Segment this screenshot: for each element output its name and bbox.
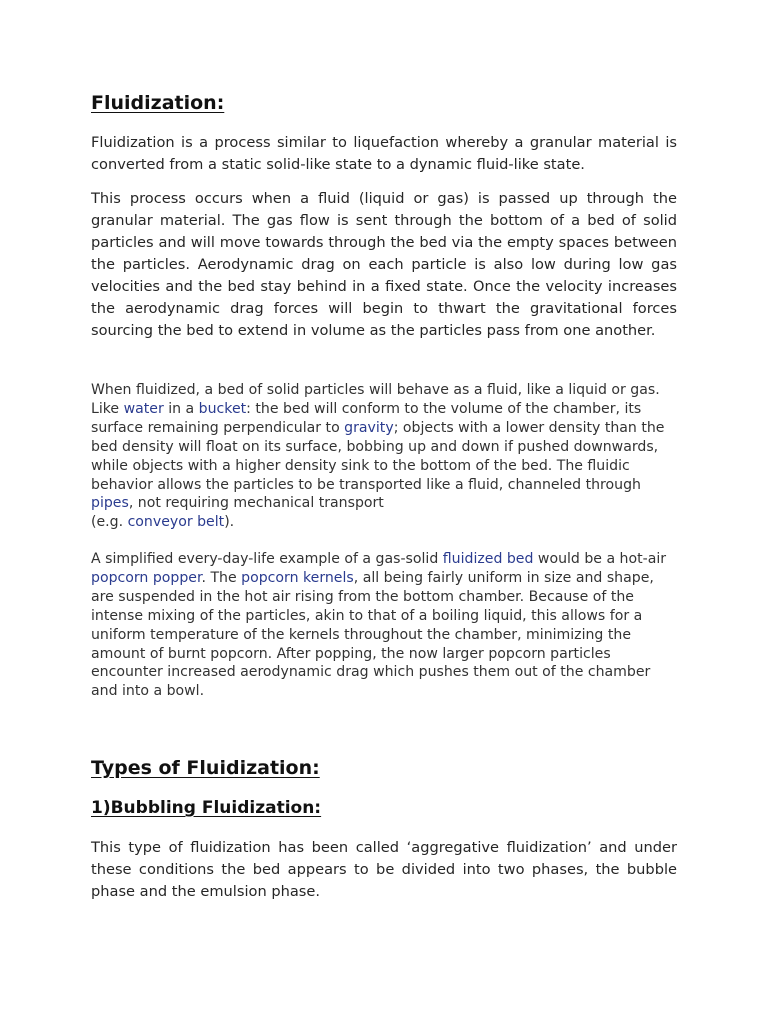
behavior-text-2: in a <box>163 400 199 417</box>
behavior-text-7: ). <box>224 514 235 531</box>
popcorn-kernels-link[interactable]: popcorn kernels <box>241 569 354 586</box>
example-text-4: , all being fairly uniform in size and shape, are suspended in the hot air rising from the bottom chamber. Because of the intense mixing of the particles, akin to that of a boiling liquid, this allows for a uniform temperature of the kernels throughout the chamber, minimizing the amount of burnt popcorn. After popping, the now larger popcorn particles encounter increased aerodynamic drag which pushes them out of the chamber and into a bowl. <box>91 569 654 700</box>
popcorn-popper-link[interactable]: popcorn popper <box>91 569 202 586</box>
intro-paragraph-1: Fluidization is a process similar to liquefaction whereby a granular material is converted from a static solid-like state to a dynamic fluid-like state. <box>91 134 677 173</box>
bubbling-paragraph: This type of fluidization has been called ‘aggregative fluidization’ and under these conditions the bed appears to be divided into two phases, the bubble phase and the emulsion phase. <box>91 839 677 900</box>
fluidized-bed-link[interactable]: fluidized bed <box>442 551 534 567</box>
behavior-text-6: (e.g. <box>91 514 128 531</box>
intro-paragraph-2: This process occurs when a fluid (liquid or gas) is passed up through the granular material. The gas flow is sent through the bottom of a bed of solid particles and will move towards through the bed via the empty spaces between the particles. Aerodynamic drag on each particle is also low during low gas velocities and the bed stay behind in a fixed state. Once the velocity increases the aerodynamic drag forces will begin to thwart the gravitational forces sourcing the bed to extend in volume as the particles pass from one another. <box>91 190 677 339</box>
gravity-link[interactable]: gravity <box>344 419 394 436</box>
page-title: Fluidization: <box>91 92 225 114</box>
behavior-text-3: : the bed will conform to the volume of the chamber, its surface remaining perpendicular to <box>91 400 642 436</box>
example-text-1: A simplified every-day-life example of a gas-solid <box>91 551 443 567</box>
water-link[interactable]: water <box>123 400 164 417</box>
bucket-link[interactable]: bucket <box>198 400 247 417</box>
conveyor-belt-link[interactable]: conveyor belt <box>127 514 225 531</box>
behavior-text-5: , not requiring mechanical transport <box>128 495 384 512</box>
example-text-2: would be a hot-air <box>533 551 667 567</box>
bubbling-heading: 1)Bubbling Fluidization: <box>91 798 322 818</box>
behavior-text-1: When fluidized, a bed of solid particles will behave as a fluid, like a liquid or gas. Like <box>91 382 660 417</box>
pipes-link[interactable]: pipes <box>91 495 129 512</box>
example-text-3: . The <box>201 569 242 586</box>
types-heading: Types of Fluidization: <box>91 757 320 779</box>
behavior-paragraph <box>91 381 681 532</box>
example-paragraph <box>91 550 681 701</box>
behavior-text-4: ; objects with a lower density than the bed density will float on its surface, bobbing up and down if pushed downwards, while objects with a higher density sink to the bottom of the bed. The fluidic behavior allows the particles to be transported like a fluid, channeled through <box>91 419 665 493</box>
